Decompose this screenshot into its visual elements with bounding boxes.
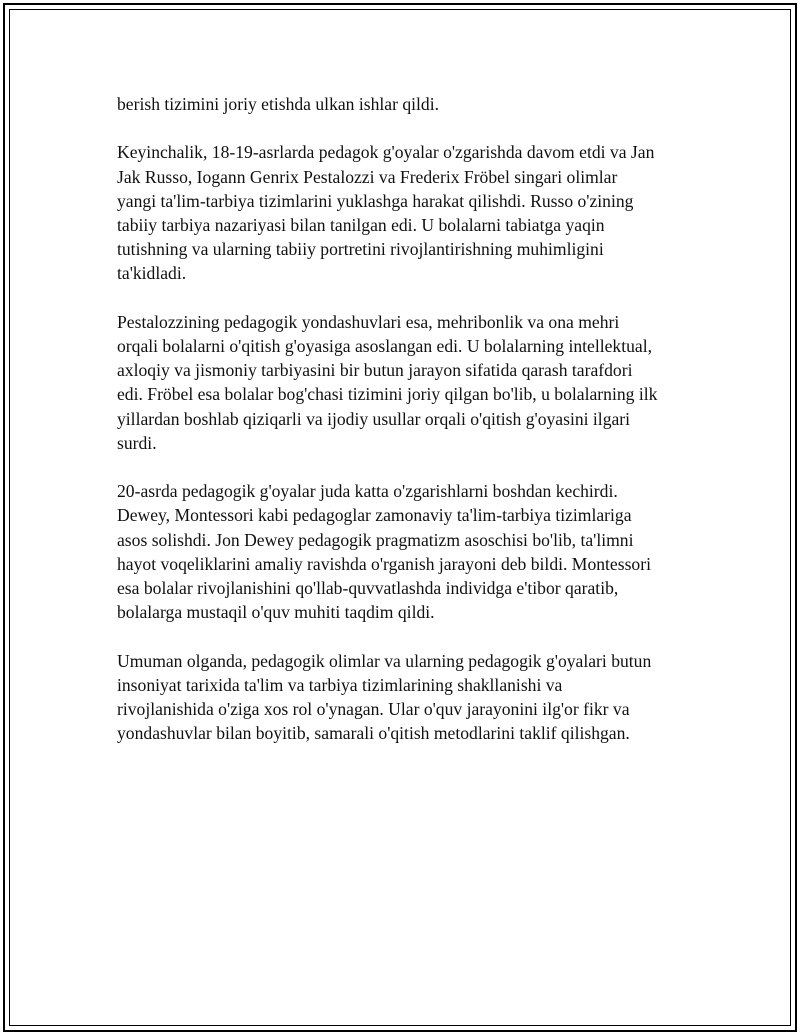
paragraph-4: 20-asrda pedagogik g'oyalar juda katta o'zgarishlarni boshdan kechirdi. Dewey, Montessori kabi pedagoglar zamonaviy ta'lim-tarbiya tizimlariga asos solishdi. Jon Dewey pedagogik pragmatizm asoschisi bo'lib, ta'limni hayot voqeliklarini amaliy ravishda o'rganish jarayoni deb bildi. Montessori esa bolalar rivojlanishini qo'llab-quvvatlashda individga e'tibor qaratib, bolalarga mustaqil o'quv muhiti taqdim qildi. — [117, 481, 651, 623]
paragraph-5: Umuman olganda, pedagogik olimlar va ularning pedagogik g'oyalari butun insoniyat tarixida ta'lim va tarbiya tizimlarining shakllanishi va rivojlanishida o'ziga xos rol o'ynagan. Ular o'quv jarayonini ilg'or fikr va yondashuvlar bilan boyitib, samarali o'qitish metodlarini taklif qilishgan. — [117, 650, 652, 744]
paragraph-1: berish tizimini joriy etishda ulkan ishlar qildi. — [117, 94, 440, 114]
document-body — [117, 92, 692, 770]
paragraph-2: Keyinchalik, 18-19-asrlarda pedagok g'oyalar o'zgarishda davom etdi va Jan Jak Russo, Iogann Genrix Pestalozzi va Frederix Fröbel singari olimlar yangi ta'lim-tarbiya tizimlarini yuklashga harakat qilishdi. Russo o'zining tabiiy tarbiya nazariyasi bilan tanilgan edi. U bolalarni tabiatga yaqin tutishning va ularning tabiiy portretini rivojlantirishning muhimligini ta'kidladi. — [117, 142, 655, 284]
paragraph-3: Pestalozzining pedagogik yondashuvlari esa, mehribonlik va ona mehri orqali bolalarni o'qitish g'oyasiga asoslangan edi. U bolalarning intellektual, axloqiy va jismoniy tarbiyasini bir butun jarayon sifatida qarash tarafdori edi. Fröbel esa bolalar bog'chasi tizimini joriy qilgan bo'lib, u bolalarning ilk yillardan boshlab qiziqarli va ijodiy usullar orqali o'qitish g'oyasini ilgari surdi. — [117, 311, 658, 453]
